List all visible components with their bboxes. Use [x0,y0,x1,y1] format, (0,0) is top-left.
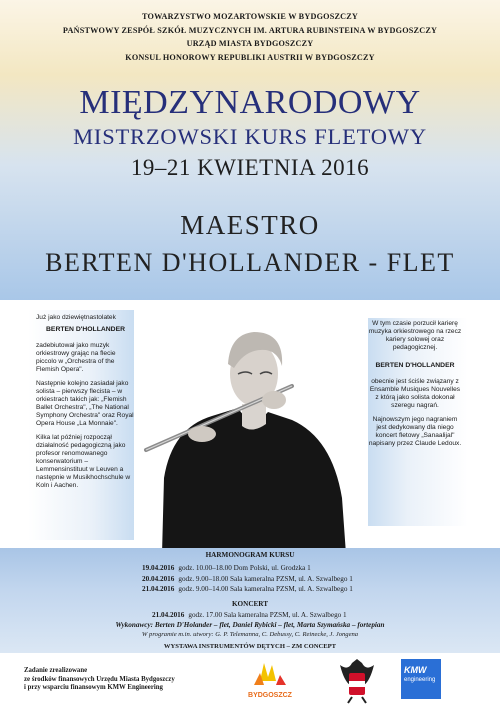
kmw-logo-text: KMW [404,665,427,675]
event-title: MIĘDZYNARODOWY [79,84,421,121]
right-bio-panel [368,318,468,526]
schedule-section [0,548,500,653]
kmw-logo-subtext: engineering [404,677,436,683]
concert-date: 21.04.2016 [152,611,185,619]
concert-program: W programie m.in. utwory: G. P. Telemanna, C. Debussy, C. Reinecke, J. Jongena [141,631,359,638]
event-dates: 19–21 KWIETNIA 2016 [130,155,370,180]
bydgoszcz-logo-icon [244,659,296,703]
concert-text: godz. 17.00 Sala kameralna PZSM, ul. A. Szwalbego 1 [188,611,347,619]
organizer-line: TOWARZYSTWO MOZARTOWSKIE W BYDGOSZCZY [141,12,359,21]
bydgoszcz-logo-text: BYDGOSZCZ [248,692,292,699]
event-subtitle: MISTRZOWSKI KURS FLETOWY [73,124,427,149]
sponsor-line: ze środków finansowych Urzędu Miasta Bydgoszczy [24,675,175,683]
left-bio-paragraph: Następnie kolejno zasiadał jako solista – pierwszy flecista – w orkiestrach takich jak: „Flemish Ballet Orchestra", „The National Symphony Orchestra" oraz Royal Opera House „La Monnaie". [36,380,134,427]
organizer-line: PAŃSTWOWY ZESPÓŁ SZKÓŁ MUZYCZNYCH IM. ARTURA RUBINSTEINA W BYDGOSZCZY [62,25,438,35]
exhibition-note: WYSTAWA INSTRUMENTÓW DĘTYCH – ZM CONCEPT [163,643,337,650]
maestro-label: MAESTRO [180,210,320,240]
austria-coat-of-arms-icon [336,655,378,705]
concert-heading: KONCERT [231,600,269,608]
concert-performers: Wykonawcy: Berten D'Holander – flet, Daniel Rybicki – flet, Marta Szymańska – fortepian [115,621,385,629]
footer [0,653,500,707]
schedule-text: godz. 9.00–18.00 Sala kameralna PZSM, ul. A. Szwalbego 1 [178,575,353,583]
flutist-photo [142,308,364,554]
left-bio-paragraph: Kilka lat później rozpoczął działalność pedagogiczną jako profesor renomowanego konserwatorium – Lemmensinstituut w Leuven a następnie w Musikhochschule w Koln i Aachen. [36,434,131,489]
schedule-row [142,564,311,572]
right-bio-paragraph: Najnowszym jego nagraniem jest dedykowany dla niego koncert fletowy „Sanaalijal" napisany przez Claude Ledoux. [368,416,462,447]
schedule-text: godz. 9.00–14.00 Sala kameralna PZSM, ul. A. Szwalbego 1 [178,585,353,593]
sponsor-line: i przy wsparciu finansowym KMW Engineering [24,684,163,691]
header-banner [0,0,500,300]
right-bio-paragraph: W tym czasie porzucił karierę muzyka orkiestrowego na rzecz kariery solowej oraz pedagogicznej. [368,320,462,351]
organizer-line: KONSUL HONOROWY REPUBLIKI AUSTRII W BYDGOSZCZY [125,52,375,62]
schedule-row [142,585,353,593]
left-bio-intro: Już jako dziewiętnastolatek [36,314,116,321]
schedule-heading: HARMONOGRAM KURSU [205,551,295,559]
schedule-date: 19.04.2016 [142,564,175,572]
concert-row [152,611,347,619]
organizers-list [0,10,500,64]
kmw-engineering-logo [401,659,441,699]
left-bio-panel [28,310,134,540]
maestro-name: BERTEN D'HOLLANDER - FLET [45,248,455,277]
organizer-line: URZĄD MIASTA BYDGOSZCZY [186,39,314,48]
right-bio-name: BERTEN D'HOLLANDER [375,362,455,369]
right-bio-paragraph: obecnie jest ściśle związany z Ensamble Musiques Nouvelles z którą jako solista dokonał szeregu nagrań. [369,378,461,409]
schedule-row [142,575,353,583]
schedule-date: 21.04.2016 [142,585,175,593]
schedule-text: godz. 10.00–18.00 Dom Polski, ul. Grodzka 1 [178,564,311,572]
left-bio-paragraph: zadebiutował jako muzyk orkiestrowy grając na flecie piccolo w „Orchestra of the Flemish Opera". [36,342,116,373]
schedule-date: 20.04.2016 [142,575,175,583]
left-bio-name: BERTEN D'HOLLANDER [46,326,126,333]
sponsor-line: Zadanie zrealizowane [24,667,88,674]
sponsor-note [24,667,175,693]
